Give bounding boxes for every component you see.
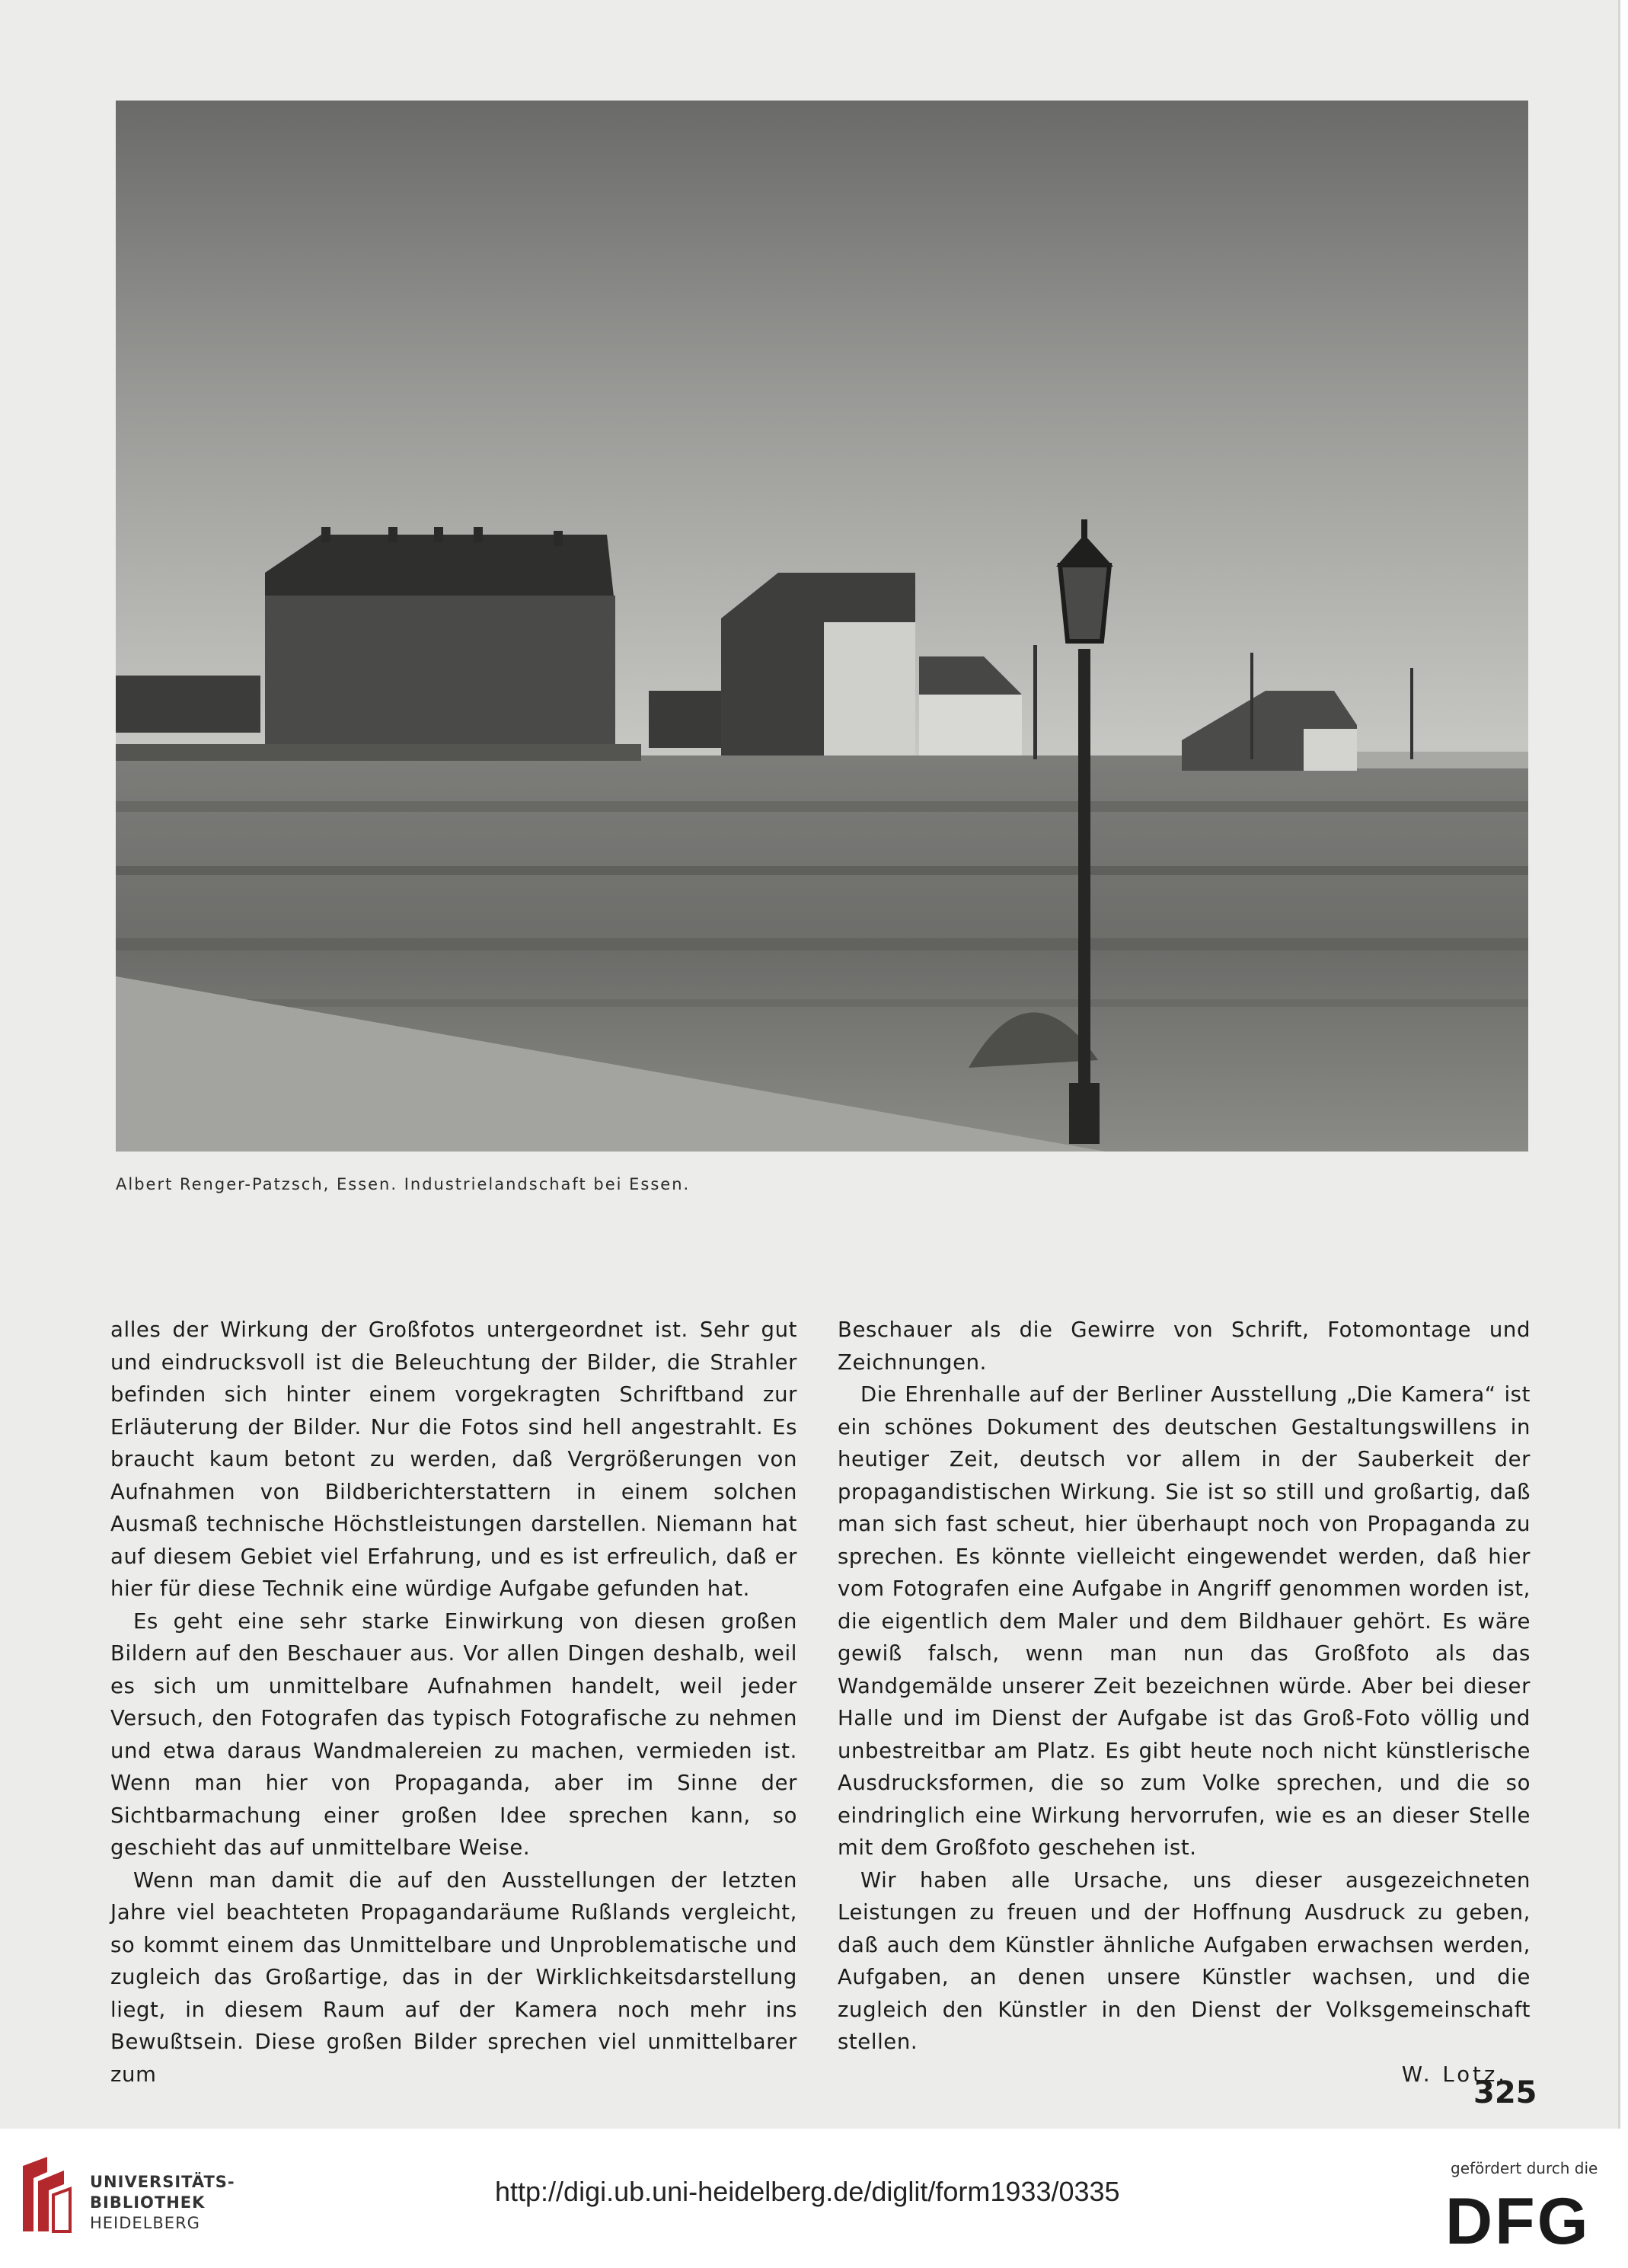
photo-illustration [116, 101, 1528, 1152]
paragraph: alles der Wirkung der Großfotos untergeordnet ist. Sehr gut und eindrucksvoll ist die Beleuchtung der Bilder, die Strahler befinden sich hinter einem vorgekragten Schriftband zur Erläuterung der Bilder. Nur die Fotos sind hell angestrahlt. Es braucht kaum betont zu werden, daß Vergrößerungen von Aufnahmen von Bildberichterstattern in einem solchen Ausmaß technische Höchstleistungen darstellen. Niemann hat auf diesem Gebiet viel Erfahrung, und es ist erfreulich, daß er hier für diese Technik eine würdige Aufgabe gefunden hat. [110, 1318, 797, 1601]
text-column-left [110, 1314, 797, 2091]
paragraph: Wir haben alle Ursache, uns dieser ausgezeichneten Leistungen zu freuen und der Hoffnung Ausdruck zu geben, daß auch dem Künstler ähnliche Aufgaben erwachsen werden, Aufgaben, an denen unsere Künstler wachsen, und die zugleich den Künstler in den Dienst der Volksgemeinschaft stellen. [838, 1867, 1531, 2054]
photograph-industrial-landscape [116, 101, 1528, 1152]
library-name-line: BIBLIOTHEK [90, 2193, 206, 2212]
photo-caption: Albert Renger-Patzsch, Essen. Industrielandschaft bei Essen. [116, 1175, 691, 1193]
library-name-line: HEIDELBERG [90, 2214, 200, 2232]
funding-label: gefördert durch die [1451, 2159, 1598, 2177]
dfg-logo: DFG [1445, 2185, 1591, 2258]
text-column-right [838, 1314, 1531, 2091]
library-name [90, 2172, 235, 2234]
university-library-logo-icon [17, 2155, 72, 2233]
author-signature: W. Lotz. [1401, 2062, 1508, 2087]
page-number: 325 [1473, 2075, 1537, 2110]
paragraph: Beschauer als die Gewirre von Schrift, Fotomontage und Zeichnungen. [838, 1318, 1531, 1375]
document-url-link[interactable]: http://digi.ub.uni-heidelberg.de/diglit/form1933/0335 [495, 2176, 1120, 2207]
paragraph: Die Ehrenhalle auf der Berliner Ausstellung „Die Kamera“ ist ein schönes Dokument des deutschen Gestaltungswillens in heutiger Zeit, deutsch vor allem in der Sauberkeit der propagandistischen Wirkung. Sie ist so still und großartig, daß man sich fast scheut, hier überhaupt noch von Propaganda zu sprechen. Es könnte vielleicht eingewendet werden, daß hier vom Fotografen eine Aufgabe in Angriff genommen worden ist, die eigentlich dem Maler und dem Bildhauer gehört. Es wäre gewiß falsch, wenn man nun das Großfoto als das Wandgemälde unserer Zeit bezeichnen würde. Aber bei dieser Halle und im Dienst der Aufgabe ist das Groß-Foto völlig und unbestreitbar am Platz. Es gibt heute noch nicht künstlerische Ausdrucksformen, die so zum Volke sprechen, und die so eindringlich eine Wirkung hervorrufen, wie es an dieser Stelle mit dem Großfoto geschehen ist. [838, 1382, 1531, 1860]
paragraph: Es geht eine sehr starke Einwirkung von diesen großen Bildern auf den Beschauer aus. Vor allen Dingen deshalb, weil es sich um unmittelbare Aufnahmen handelt, weil jeder Versuch, den Fotografen das typisch Fotografische zu nehmen und etwa daraus Wandmalereien zu machen, vermieden ist. Wenn man hier von Propaganda, aber im Sinne der Sichtbarmachung einer großen Idee sprechen kann, so geschieht das auf unmittelbare Weise. [110, 1608, 797, 1860]
library-name-line: UNIVERSITÄTS- [90, 2173, 235, 2191]
paragraph: Wenn man damit die auf den Ausstellungen der letzten Jahre viel beachteten Propagandaräume Rußlands vergleicht, so kommt einem das Unmittelbare und Unproblematische und zugleich das Großartige, das in der Wirklichkeitsdarstellung liegt, in diesem Raum auf der Kamera noch mehr ins Bewußtsein. Diese großen Bilder sprechen viel unmittelbarer zum [110, 1867, 797, 2087]
